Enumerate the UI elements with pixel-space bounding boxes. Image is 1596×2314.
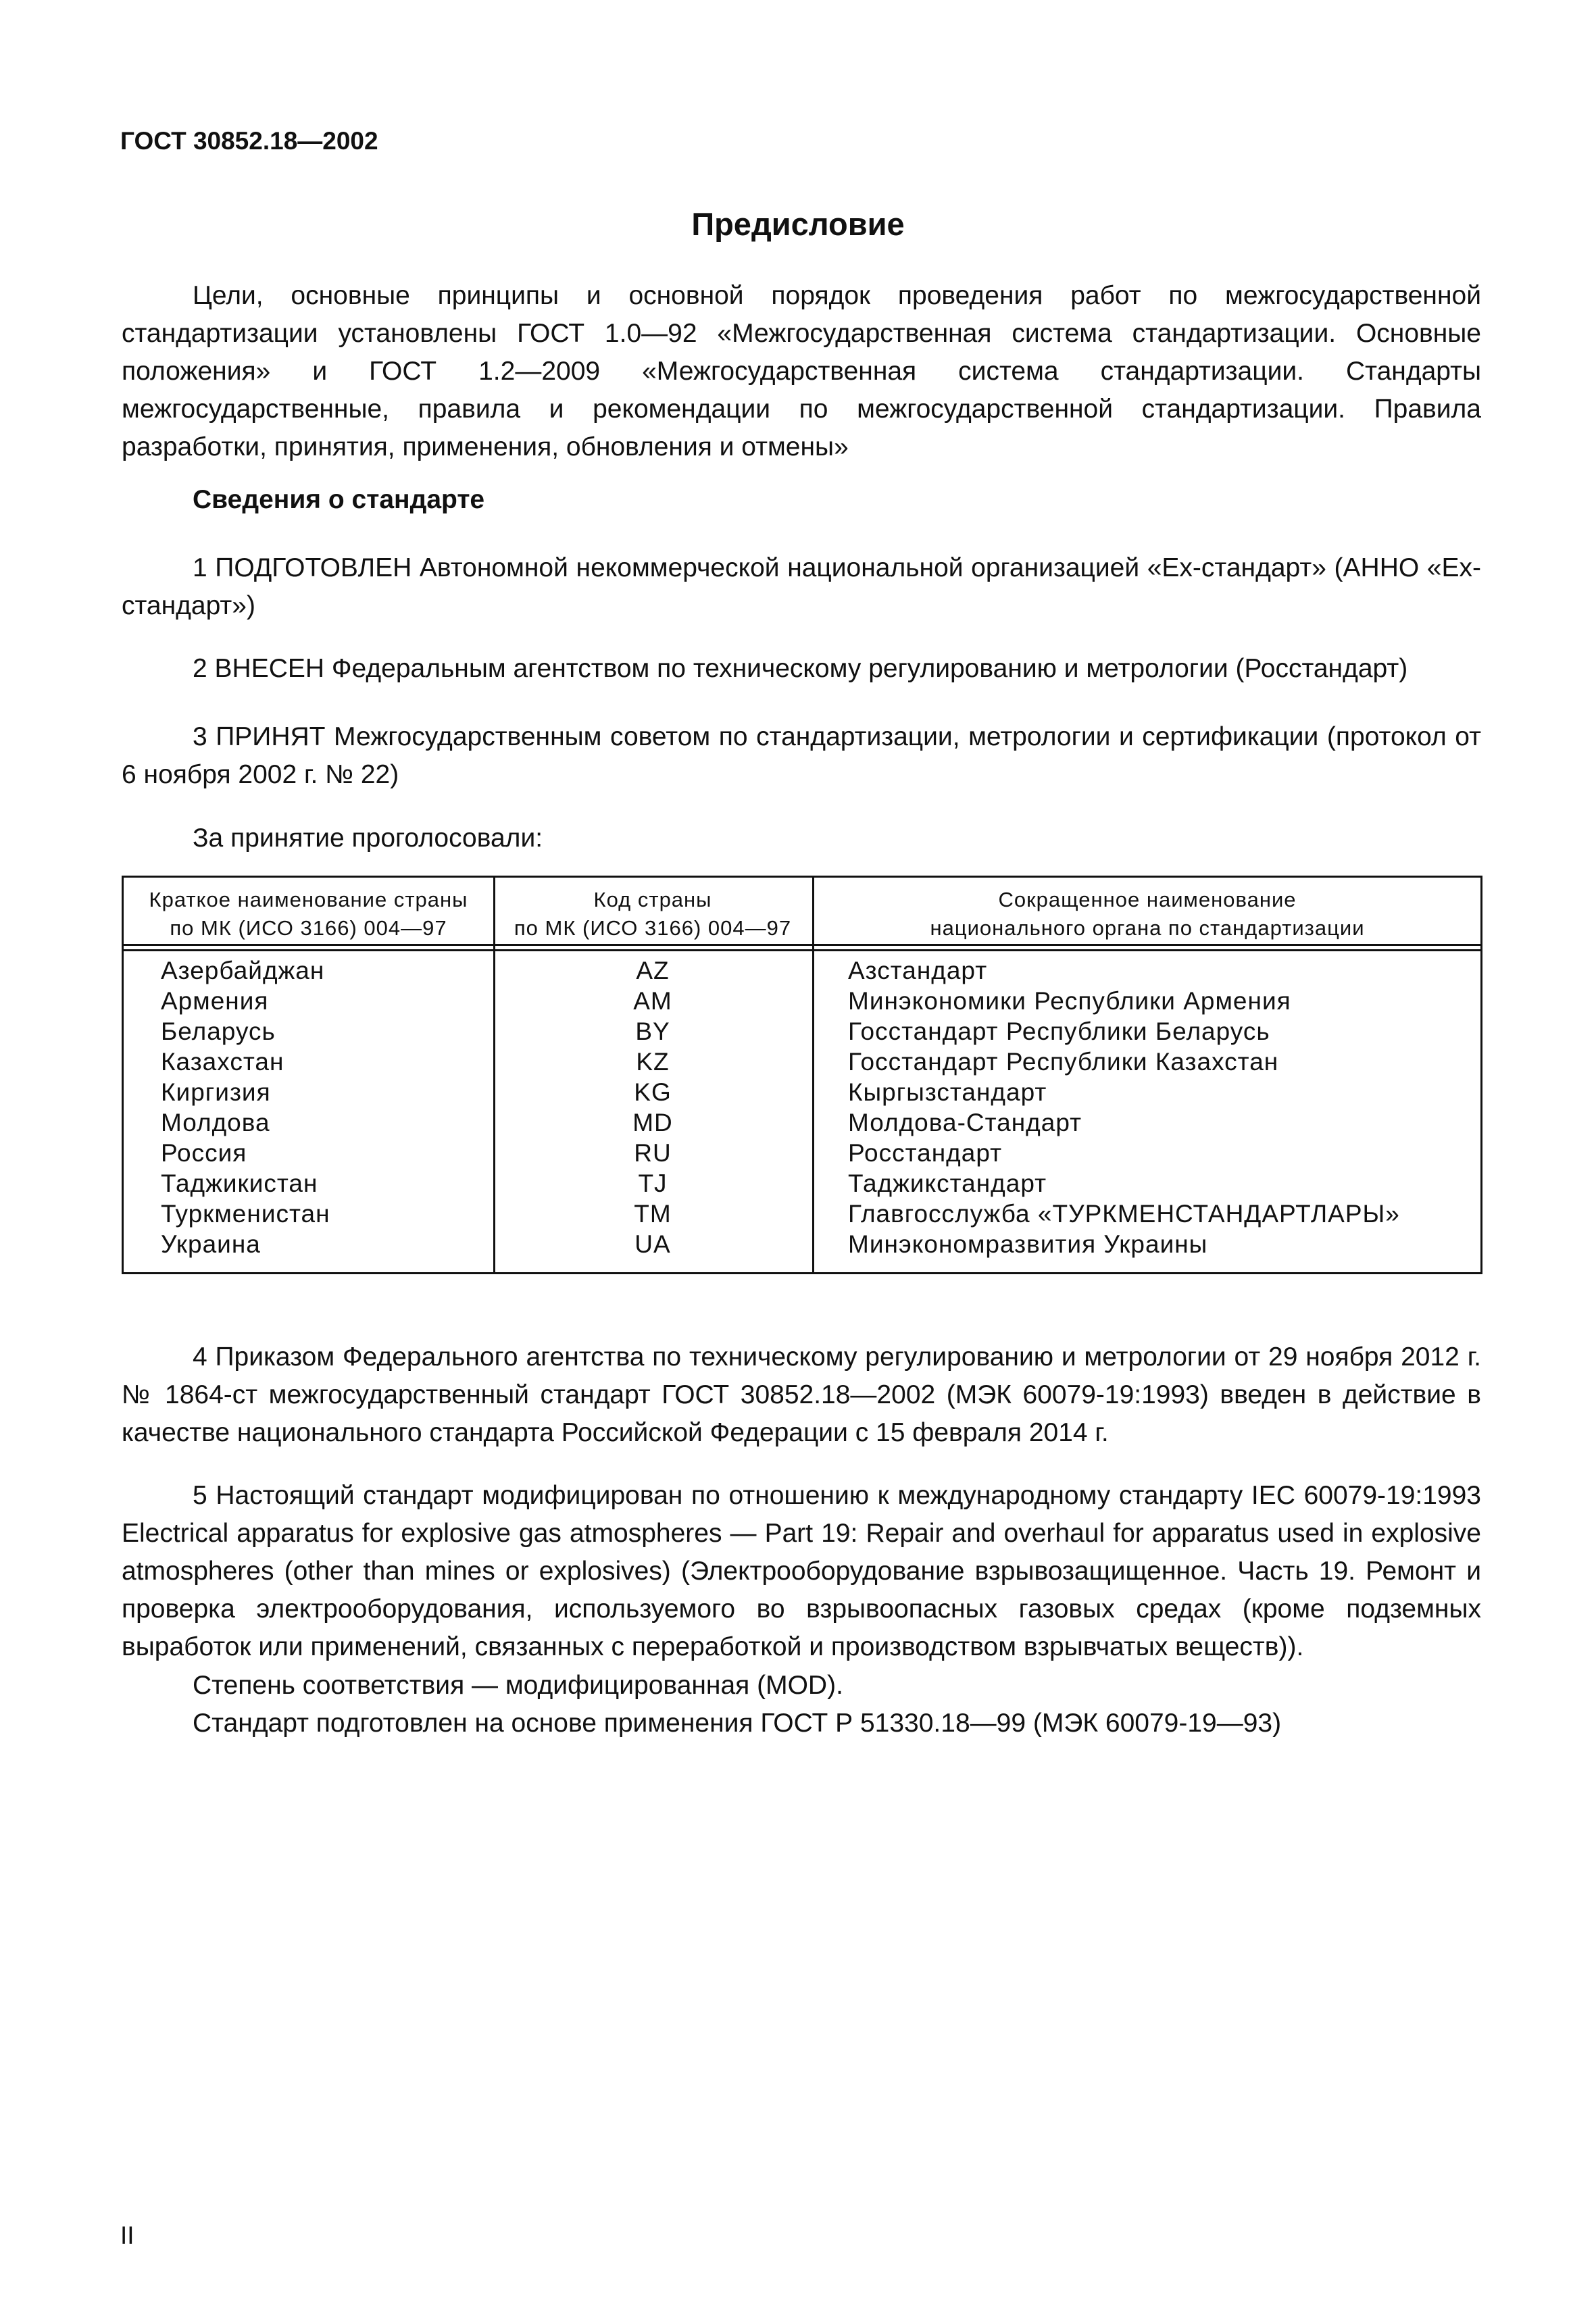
- table-cell-body: Таджикстандарт: [848, 1169, 1047, 1197]
- item-2-introduced: 2 ВНЕСЕН Федеральным агентством по техническому регулированию и метрологии (Росстандарт): [193, 654, 1408, 683]
- country-name-column: [161, 955, 330, 1259]
- table-cell-country: Туркменистан: [161, 1200, 330, 1228]
- table-cell-country: Украина: [161, 1230, 261, 1258]
- table-cell-country: Таджикистан: [161, 1169, 318, 1197]
- table-cell-country: Азербайджан: [161, 957, 325, 984]
- table-cell-code: MD: [632, 1109, 673, 1136]
- conformity-degree: Степень соответствия — модифицированная (MOD).: [193, 1671, 843, 1700]
- table-cell-body: Молдова-Стандарт: [848, 1109, 1082, 1136]
- header-rule: [124, 944, 1480, 946]
- table-cell-code: KG: [634, 1078, 672, 1106]
- table-cell-code: RU: [634, 1139, 672, 1167]
- intro-paragraph: Цели, основные принципы и основной порядок проведения работ по межгосударственной стандартизации установлены ГОСТ 1.0—92 «Межгосударственная система стандартизации. Основные положения» и ГОСТ 1.2—2009 «Межгосударственная система стандартизации. Стандарты межгосударственные, правила и рекомендации по межгосударственной стандартизации. Правила разработки, принятия, применения, обновления и отмены»: [122, 281, 1481, 461]
- header-rule: [124, 949, 1480, 951]
- header-standards-body: Сокращенное наименование национального органа по стандартизации: [930, 888, 1365, 940]
- table-cell-country: Молдова: [161, 1109, 270, 1136]
- table-cell-code: TJ: [638, 1169, 668, 1197]
- table-cell-body: Госстандарт Республики Беларусь: [848, 1017, 1270, 1045]
- table-cell-body: Азстандарт: [848, 957, 988, 984]
- section-heading: Сведения о стандарте: [193, 485, 485, 514]
- document-code: ГОСТ 30852.18—2002: [120, 127, 378, 155]
- page-number: II: [120, 2221, 134, 2249]
- table-cell-code: AZ: [636, 957, 670, 984]
- table-cell-country: Россия: [161, 1139, 247, 1167]
- voted-label: За принятие проголосовали:: [193, 824, 543, 853]
- table-cell-body: Госстандарт Республики Казахстан: [848, 1048, 1279, 1076]
- item-1-prepared: 1 ПОДГОТОВЛЕН Автономной некоммерческой национальной организацией «Ех-стандарт» (АННО «Ех-стандарт»): [122, 553, 1481, 620]
- item-5-modification: 5 Настоящий стандарт модифицирован по отношению к международному стандарту IEC 60079-19:1993 Electrical apparatus for explosive gas atmospheres — Part 19: Repair and overhaul for apparatus used in explosive atmospheres (other than mines or explosives) (Электрооборудование взрывозащищенное. Часть 19. Ремонт и проверка электрооборудования, используемого во взрывоопасных газовых средах (кроме подземных выработок или применений, связанных с переработкой и производством взрывчатых веществ)).: [122, 1481, 1481, 1661]
- table-cell-country: Казахстан: [161, 1048, 284, 1076]
- table-cell-code: UA: [634, 1230, 671, 1258]
- table-cell-country: Беларусь: [161, 1017, 276, 1045]
- table-cell-body: Росстандарт: [848, 1139, 1003, 1167]
- table-cell-body: Минэкономики Республики Армения: [848, 987, 1291, 1015]
- basis-statement: Стандарт подготовлен на основе применения ГОСТ Р 51330.18—99 (МЭК 60079-19—93): [193, 1709, 1282, 1738]
- voting-countries-table: [122, 876, 1482, 1274]
- header-country-code: Код страны по МК (ИСО 3166) 004—97: [514, 888, 792, 940]
- table-cell-code: TM: [634, 1200, 672, 1228]
- table-cell-code: KZ: [636, 1048, 670, 1076]
- standards-body-column: [848, 955, 1400, 1259]
- table-cell-body: Кыргызстандарт: [848, 1078, 1047, 1106]
- header-country-name: Краткое наименование страны по МК (ИСО 3166) 004—97: [149, 888, 468, 940]
- item-3-adopted: 3 ПРИНЯТ Межгосударственным советом по стандартизации, метрологии и сертификации (протокол от 6 ноября 2002 г. № 22): [122, 722, 1481, 789]
- table-cell-body: Минэкономразвития Украины: [848, 1230, 1208, 1258]
- table-cell-body: Главгосслужба «ТУРКМЕНСТАНДАРТЛАРЫ»: [848, 1200, 1400, 1228]
- page-title: Предисловие: [691, 206, 905, 242]
- table-cell-country: Армения: [161, 987, 269, 1015]
- country-code-column: [493, 955, 812, 1259]
- table-cell-code: BY: [635, 1017, 670, 1045]
- table-cell-country: Киргизия: [161, 1078, 271, 1106]
- table-cell-code: AM: [633, 987, 672, 1015]
- item-4-order: 4 Приказом Федерального агентства по техническому регулированию и метрологии от 29 ноября 2012 г. № 1864-ст межгосударственный стандарт ГОСТ 30852.18—2002 (МЭК 60079-19:1993) введен в действие в качестве национального стандарта Российской Федерации с 15 февраля 2014 г.: [122, 1342, 1481, 1447]
